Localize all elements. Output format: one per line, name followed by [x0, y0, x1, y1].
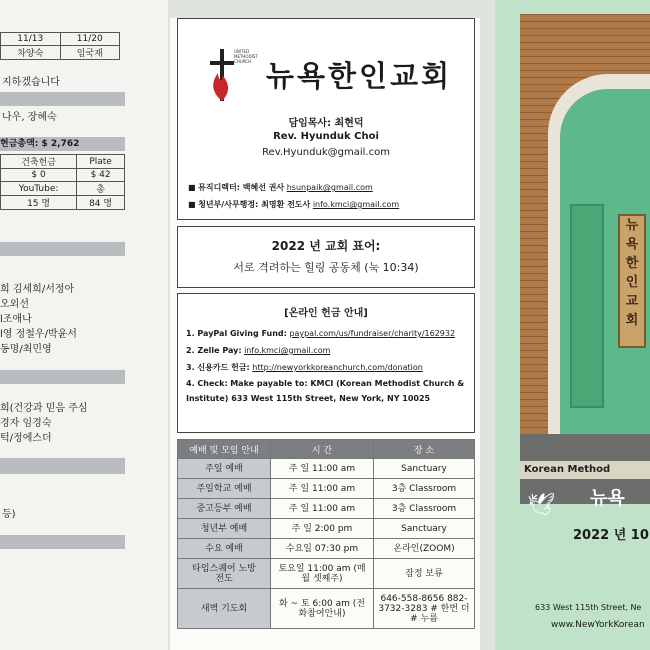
grey-band	[0, 458, 125, 474]
cover-banner: Korean Method	[520, 461, 650, 479]
online-link[interactable]: paypal.com/us/fundraiser/charity/162932	[289, 329, 456, 338]
staff-row: ■ 뮤직디렉터: 백혜선 권사 hsunpaik@gmail.com	[188, 183, 373, 192]
left-text-line: 지하겠습니다	[2, 77, 60, 88]
door-panel	[570, 204, 604, 408]
table-row	[178, 459, 475, 479]
date-table	[0, 32, 120, 60]
check-instructions: Make payable to: KMCI (Korean Methodist Church & Institute) 633 West 115th Street, New York, NY 10025	[186, 379, 465, 403]
list-item: l조애나	[0, 314, 32, 325]
list-item: 희 김세희/서정아	[0, 284, 75, 295]
cross-flame-logo-icon	[208, 47, 236, 103]
motto-box	[177, 226, 475, 288]
date-cell: 11/20	[60, 33, 120, 46]
cover-address: 633 West 115th Street, Ne	[535, 603, 642, 612]
schedule-table	[177, 439, 475, 629]
event-name: 수요 예배	[178, 539, 271, 559]
event-time: 주 일 11:00 am	[271, 479, 374, 499]
table-row	[178, 589, 475, 629]
cover-panel	[495, 0, 650, 650]
online-link[interactable]: http://newyorkkoreanchurch.com/donation	[252, 363, 423, 372]
prayer-list	[0, 401, 88, 446]
attendance-value: 84 명	[77, 196, 125, 210]
pastor-korean: 담임목사: 최현덕	[288, 118, 364, 129]
event-time: 주 일 11:00 am	[271, 499, 374, 519]
online-title: [온라인 헌금 안내]	[284, 308, 368, 319]
online-link[interactable]: info.kmci@gmail.com	[244, 346, 331, 355]
schedule-head: 시 간	[271, 440, 374, 459]
dove-icon: 🕊	[527, 493, 555, 518]
grey-band	[0, 92, 125, 106]
cover-church-name: 뉴욕	[590, 488, 625, 509]
list-item	[186, 325, 468, 342]
offering-table	[0, 154, 125, 210]
table-row	[178, 479, 475, 499]
grey-band	[0, 535, 125, 549]
schedule-head: 장 소	[374, 440, 475, 459]
list-item: 경자 임경숙	[0, 418, 52, 429]
left-text-line: 나우, 장혜숙	[2, 112, 57, 123]
event-time: 수요일 07:30 pm	[271, 539, 374, 559]
motto-title: 2022 년 교회 표어:	[271, 239, 381, 253]
list-item	[186, 376, 468, 406]
online-label: 4. Check:	[186, 379, 228, 388]
grey-band	[0, 242, 125, 256]
table-row	[178, 559, 475, 589]
motto-text: 서로 격려하는 힐링 공동체 (눅 10:34)	[233, 261, 419, 274]
left-panel	[0, 0, 168, 650]
list-item: 오외선	[0, 299, 29, 310]
list-item: l영 정철우/박윤서	[0, 329, 77, 340]
church-name: 뉴욕한인교회	[266, 59, 453, 93]
online-label: 1. PayPal Giving Fund:	[186, 329, 287, 338]
table-row	[178, 539, 475, 559]
date-cell: 11/13	[1, 33, 61, 46]
list-item: 동명/최민영	[0, 344, 52, 355]
pastor-email: Rev.Hyunduk@gmail.com	[262, 147, 390, 158]
event-time: 주 일 2:00 pm	[271, 519, 374, 539]
staff-row: ■ 청년부/사무행정: 최명환 전도사 info.kmci@gmail.com	[188, 200, 400, 209]
member-list	[0, 282, 77, 357]
attendance-head: 총	[77, 182, 125, 196]
offering-head: 건축헌금	[1, 155, 77, 169]
staff-email[interactable]: hsunpaik@gmail.com	[286, 183, 373, 192]
event-place: 잠정 보류	[374, 559, 475, 589]
schedule-head: 예배 및 모임 안내	[178, 440, 271, 459]
online-label: 2. Zelle Pay:	[186, 346, 242, 355]
online-list	[186, 325, 468, 406]
offering-total: 현금총액: $ 2,762	[0, 137, 125, 151]
cover-website[interactable]: www.NewYorkKorean	[551, 620, 645, 630]
cover-date: 2022 년 10	[573, 528, 649, 543]
grey-band	[0, 370, 125, 384]
event-place: 온라인(ZOOM)	[374, 539, 475, 559]
event-place: 3층 Classroom	[374, 499, 475, 519]
name-cell: 차양숙	[1, 46, 61, 60]
list-item	[186, 342, 468, 359]
staff-role: 청년부/사무행정: 최명환 전도사	[198, 200, 311, 209]
staff-role: 뮤직디렉터: 백혜선 권사	[198, 183, 285, 192]
event-place: Sanctuary	[374, 459, 475, 479]
middle-panel	[170, 18, 480, 650]
event-name: 중고등부 예배	[178, 499, 271, 519]
event-name: 주일 예배	[178, 459, 271, 479]
event-place: 646-558-8656 882-3732-3283 # 한번 더 # 누름	[374, 589, 475, 629]
list-item	[186, 359, 468, 376]
staff-email[interactable]: info.kmci@gmail.com	[312, 200, 400, 209]
table-row	[178, 519, 475, 539]
event-time: 화 ~ 토 6:00 am (전화참여안내)	[271, 589, 374, 629]
event-place: 3층 Classroom	[374, 479, 475, 499]
logo-text: UNITED METHODIST CHURCH	[234, 49, 258, 64]
left-text-line: 등)	[2, 509, 16, 520]
door-sign: 뉴욕한인교회	[618, 214, 646, 348]
attendance-head: YouTube:	[1, 182, 77, 196]
event-name: 주일학교 예배	[178, 479, 271, 499]
event-name: 새벽 기도회	[178, 589, 271, 629]
list-item: 희(건강과 믿음 주심	[0, 403, 88, 414]
cover-photo	[520, 14, 650, 509]
event-name: 타임스퀘어 노방전도	[178, 559, 271, 589]
event-name: 청년부 예배	[178, 519, 271, 539]
attendance-value: 15 명	[1, 196, 77, 210]
list-item: 턱/정에스더	[0, 433, 52, 444]
header-box	[177, 18, 475, 220]
event-time: 토요일 11:00 am (매월 셋째주)	[271, 559, 374, 589]
event-place: Sanctuary	[374, 519, 475, 539]
pastor-english: Rev. Hyunduk Choi	[273, 131, 379, 142]
table-row	[178, 499, 475, 519]
offering-value: $ 0	[1, 169, 77, 182]
name-cell: 임국재	[60, 46, 120, 60]
offering-head: Plate	[77, 155, 125, 169]
online-offering-box	[177, 293, 475, 433]
event-time: 주 일 11:00 am	[271, 459, 374, 479]
offering-value: $ 42	[77, 169, 125, 182]
online-label: 3. 신용카드 헌금:	[186, 363, 250, 372]
